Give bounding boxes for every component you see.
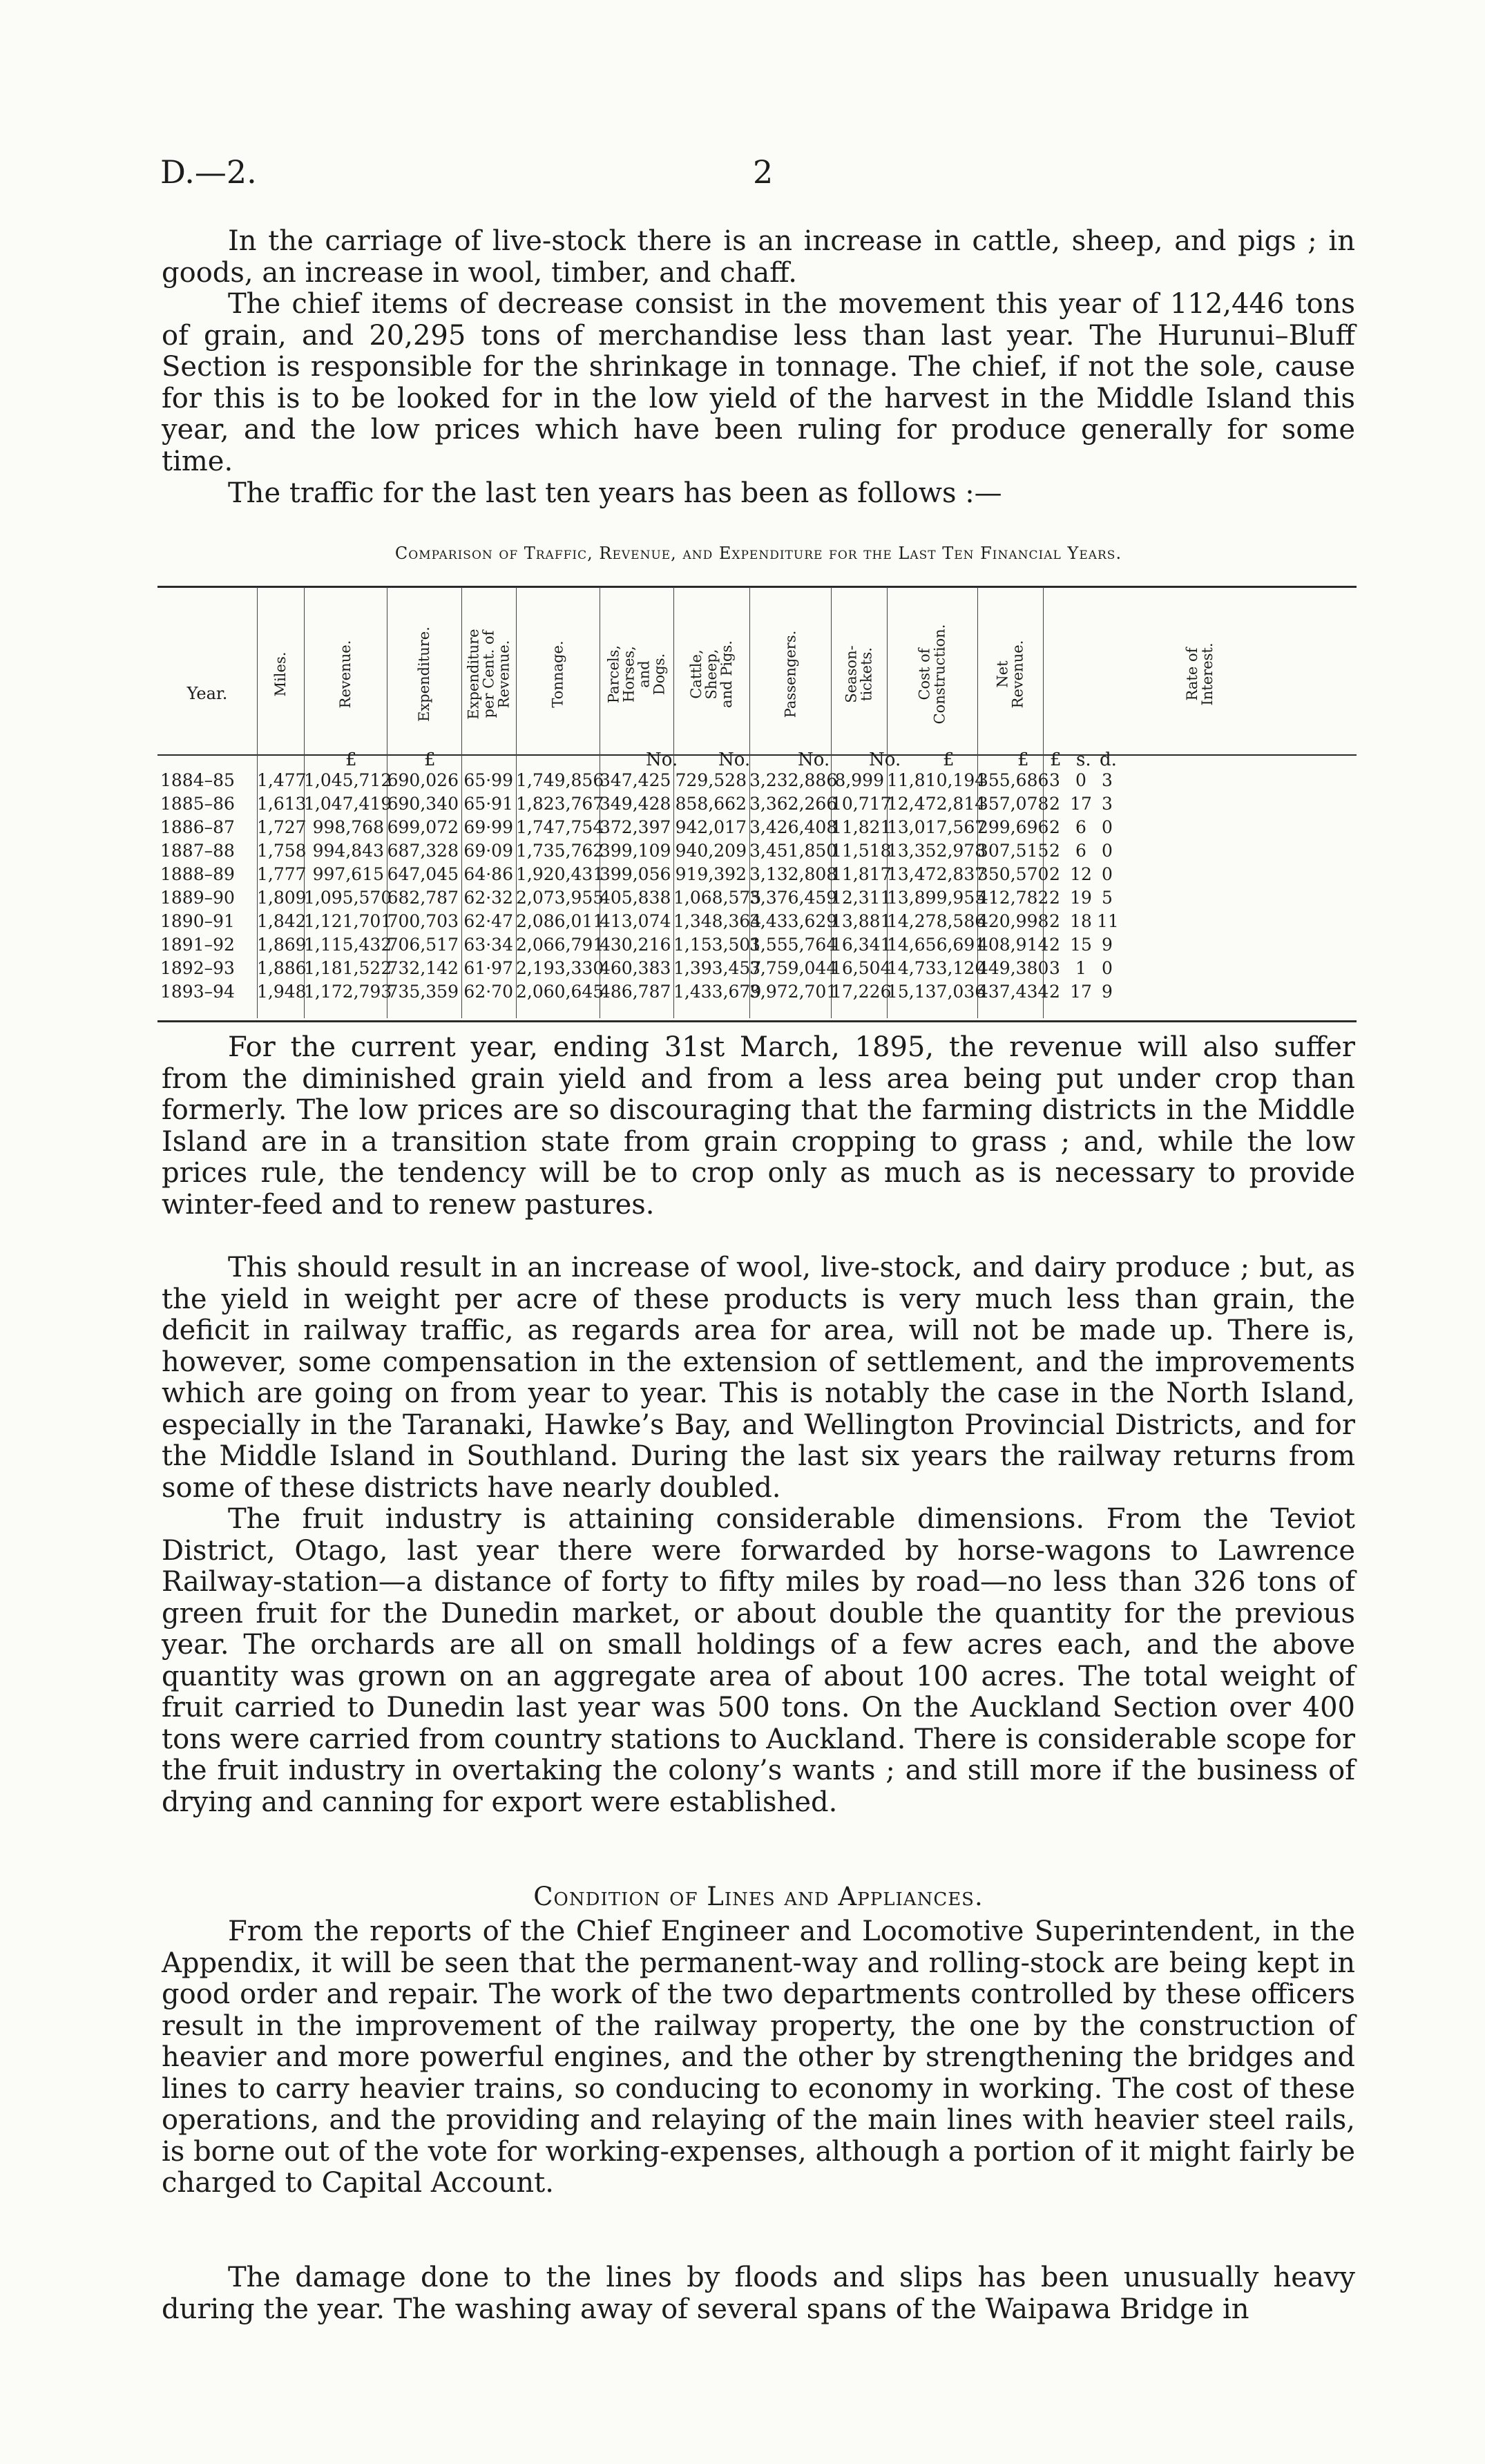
table-cell: 11,810,194 xyxy=(887,770,986,790)
page-number: 2 xyxy=(753,153,774,191)
table-cell: 3,759,044 xyxy=(749,958,838,978)
table-cell: 700,703 xyxy=(387,911,459,931)
table-cell: 10,717 xyxy=(831,794,892,814)
table-cell: 65·91 xyxy=(463,794,513,814)
table-cell: 437,434 xyxy=(977,982,1049,1002)
table-cell: 1,727 xyxy=(257,817,307,837)
table-cell: 349,428 xyxy=(600,794,671,814)
table-cell: 420,998 xyxy=(977,911,1049,931)
table-cell: 1,920,431 xyxy=(516,864,604,884)
unit-label: s. xyxy=(1076,749,1091,770)
table-cell: 1,115,432 xyxy=(304,935,392,955)
table-cell: 732,142 xyxy=(387,958,459,978)
unit-label: £ xyxy=(943,749,955,770)
table-cell: 690,026 xyxy=(387,770,459,790)
column-header-label: Cattle, Sheep, and Pigs. xyxy=(688,640,735,708)
table-cell: 13,472,837 xyxy=(887,864,986,884)
cell-rate-of-interest: 2 xyxy=(1049,841,1060,861)
column-header-label: Revenue. xyxy=(337,640,354,709)
cell-rate-of-interest: 17 xyxy=(1070,982,1092,1002)
column-header xyxy=(673,595,749,753)
table-cell: 1,181,522 xyxy=(304,958,392,978)
table-cell: 413,074 xyxy=(600,911,671,931)
paragraph-wool-livestock: This should result in an increase of wool, live-stock, and dairy produce ; but, as the yield in weight per acre of these products is very much less than grain, the deficit in railway traffic, as regards area for area, will not be made up. There is, however, some compensation in the extension of settlement, and the improvements which are going on from year to year. This is notably the case in the North Island, especially in the Taranaki, Hawke’s Bay, and Wellington Provincial Districts, and for the Middle Island in Southland. During the last six years the railway returns from some of these districts have nearly doubled. xyxy=(162,1252,1355,1504)
table-cell: 1,172,793 xyxy=(304,982,392,1002)
cell-rate-of-interest: 12 xyxy=(1070,864,1092,884)
table-cell: 1,735,762 xyxy=(516,841,604,861)
table-cell: 1,348,364 xyxy=(673,911,762,931)
table-cell: 1,613 xyxy=(257,794,307,814)
table-cell: 13,352,978 xyxy=(887,841,986,861)
table-cell: 14,278,586 xyxy=(887,911,986,931)
unit-label: No. xyxy=(646,749,678,770)
table-cell: 13,017,567 xyxy=(887,817,986,837)
table-cell: 15,137,036 xyxy=(887,982,986,1002)
table-cell: 2,060,645 xyxy=(516,982,604,1002)
table-cell: 1,747,754 xyxy=(516,817,604,837)
table-cell: 735,359 xyxy=(387,982,459,1002)
cell-rate-of-interest: 9 xyxy=(1102,982,1113,1002)
column-header xyxy=(516,595,600,753)
column-header-label: Miles. xyxy=(272,651,289,697)
column-header-label: Net Revenue. xyxy=(994,640,1026,709)
cell-rate-of-interest: 1 xyxy=(1075,958,1086,978)
table-cell: 1,477 xyxy=(257,770,307,790)
section-heading: Condition of Lines and Appliances. xyxy=(533,1882,984,1911)
column-header xyxy=(749,595,831,753)
cell-rate-of-interest: 0 xyxy=(1102,958,1113,978)
document-reference: D.—2. xyxy=(160,153,257,191)
table-cell: 62·47 xyxy=(463,911,513,931)
unit-label: £ xyxy=(1017,749,1029,770)
table-cell: 706,517 xyxy=(387,935,459,955)
column-header xyxy=(600,595,673,753)
table-cell: 1,809 xyxy=(257,888,307,908)
cell-rate-of-interest: 9 xyxy=(1102,935,1113,955)
table-cell: 1,095,570 xyxy=(304,888,392,908)
table-cell: 2,086,011 xyxy=(516,911,604,931)
cell-rate-of-interest: 2 xyxy=(1049,935,1060,955)
table-cell: 858,662 xyxy=(675,794,747,814)
table-cell: 63·34 xyxy=(463,935,513,955)
cell-rate-of-interest: 2 xyxy=(1049,864,1060,884)
table-cell: 942,017 xyxy=(675,817,747,837)
table-cell: 11,821 xyxy=(831,817,892,837)
table-cell: 1,153,501 xyxy=(673,935,762,955)
cell-year: 1889–90 xyxy=(160,888,235,908)
table-cell: 65·99 xyxy=(463,770,513,790)
table-cell: 3,376,459 xyxy=(749,888,838,908)
cell-rate-of-interest: 2 xyxy=(1049,982,1060,1002)
table-cell: 16,504 xyxy=(831,958,892,978)
cell-rate-of-interest: 3 xyxy=(1102,770,1113,790)
column-header xyxy=(257,595,304,753)
table-cell: 61·97 xyxy=(463,958,513,978)
paragraph-engineer-reports: From the reports of the Chief Engineer and Locomotive Superintendent, in the Appendix, it will be seen that the permanent-way and rolling-stock are being kept in good order and repair. The work of the two departments controlled by these officers result in the improvement of the railway property, the one by the construction of heavier and more powerful engines, and the other by strengthening the bridges and lines to carry heavier trains, so conducing to economy in working. The cost of these operations, and the providing and relaying of the main lines with heavier steel rails, is borne out of the vote for working-expenses, although a portion of it might fairly be charged to Capital Account. xyxy=(162,1916,1355,2199)
table-cell: 3,362,266 xyxy=(749,794,838,814)
column-header-label: Expenditure per Cent. of Revenue. xyxy=(465,629,512,720)
cell-rate-of-interest: 5 xyxy=(1102,888,1113,908)
table-cell: 405,838 xyxy=(600,888,671,908)
table-cell: 1,842 xyxy=(257,911,307,931)
cell-rate-of-interest: 11 xyxy=(1097,911,1119,931)
unit-label: £ xyxy=(1050,749,1062,770)
cell-year: 1884–85 xyxy=(160,770,235,790)
table-cell: 64·86 xyxy=(463,864,513,884)
table-cell: 3,426,408 xyxy=(749,817,838,837)
table-cell: 647,045 xyxy=(387,864,459,884)
table-cell: 3,433,629 xyxy=(749,911,838,931)
table-cell: 12,472,814 xyxy=(887,794,986,814)
table-cell: 408,914 xyxy=(977,935,1049,955)
table-cell: 1,393,457 xyxy=(673,958,762,978)
table-cell: 1,869 xyxy=(257,935,307,955)
table-cell: 2,193,330 xyxy=(516,958,604,978)
column-header xyxy=(304,595,387,753)
table-cell: 1,823,767 xyxy=(516,794,604,814)
cell-rate-of-interest: 2 xyxy=(1049,817,1060,837)
table-cell: 62·70 xyxy=(463,982,513,1002)
table-cell: 1,777 xyxy=(257,864,307,884)
table-cell: 412,782 xyxy=(977,888,1049,908)
cell-year: 1890–91 xyxy=(160,911,235,931)
table-cell: 919,392 xyxy=(675,864,747,884)
cell-rate-of-interest: 6 xyxy=(1075,817,1086,837)
cell-rate-of-interest: 15 xyxy=(1070,935,1092,955)
cell-rate-of-interest: 2 xyxy=(1049,794,1060,814)
column-header xyxy=(887,595,977,753)
table-cell: 1,749,856 xyxy=(516,770,604,790)
table-cell: 350,570 xyxy=(977,864,1049,884)
table-cell: 682,787 xyxy=(387,888,459,908)
table-cell: 14,733,120 xyxy=(887,958,986,978)
table-cell: 3,232,886 xyxy=(749,770,838,790)
cell-rate-of-interest: 3 xyxy=(1049,958,1060,978)
table-cell: 11,518 xyxy=(831,841,892,861)
table-cell: 69·99 xyxy=(463,817,513,837)
table-bottom-rule xyxy=(157,1020,1357,1022)
table-cell: 355,686 xyxy=(977,770,1049,790)
table-cell: 486,787 xyxy=(600,982,671,1002)
table-cell: 399,109 xyxy=(600,841,671,861)
table-cell: 14,656,691 xyxy=(887,935,986,955)
table-cell: 1,886 xyxy=(257,958,307,978)
table-cell: 11,817 xyxy=(831,864,892,884)
cell-rate-of-interest: 2 xyxy=(1049,911,1060,931)
table-cell: 1,758 xyxy=(257,841,307,861)
table-cell: 1,948 xyxy=(257,982,307,1002)
table-cell: 357,078 xyxy=(977,794,1049,814)
cell-year: 1886–87 xyxy=(160,817,235,837)
table-cell: 729,528 xyxy=(675,770,747,790)
table-cell: 699,072 xyxy=(387,817,459,837)
column-header-year: Year. xyxy=(186,684,228,703)
table-cell: 16,341 xyxy=(831,935,892,955)
table-cell: 1,047,419 xyxy=(304,794,392,814)
column-header xyxy=(1043,595,1357,753)
column-header xyxy=(387,595,461,753)
table-cell: 997,615 xyxy=(312,864,384,884)
table-cell: 998,768 xyxy=(312,817,384,837)
table-cell: 8,999 xyxy=(834,770,884,790)
table-cell: 430,216 xyxy=(600,935,671,955)
cell-rate-of-interest: 0 xyxy=(1102,817,1113,837)
cell-rate-of-interest: 19 xyxy=(1070,888,1092,908)
paragraph-flood-damage: The damage done to the lines by floods and slips has been unusually heavy during the year. The washing away of several spans of the Waipawa Bridge in xyxy=(162,2262,1355,2325)
cell-year: 1892–93 xyxy=(160,958,235,978)
cell-rate-of-interest: 3 xyxy=(1049,770,1060,790)
table-cell: 13,881 xyxy=(831,911,892,931)
table-cell: 449,380 xyxy=(977,958,1049,978)
cell-rate-of-interest: 2 xyxy=(1049,888,1060,908)
cell-rate-of-interest: 0 xyxy=(1102,864,1113,884)
paragraph-decrease: The chief items of decrease consist in the movement this year of 112,446 tons of grain, and 20,295 tons of merchandise less than last year. The Hurunui–Bluff Section is responsible for the shrinkage in tonnage. The chief, if not the sole, cause for this is to be looked for in the low yield of the harvest in the Middle Island this year, and the low prices which have been ruling for produce generally for some time. xyxy=(162,288,1355,477)
table-cell: 940,209 xyxy=(675,841,747,861)
cell-rate-of-interest: 17 xyxy=(1070,794,1092,814)
column-header-label: Rate of Interest. xyxy=(1184,642,1216,706)
table-cell: 69·09 xyxy=(463,841,513,861)
unit-label: No. xyxy=(869,749,901,770)
table-cell: 13,899,955 xyxy=(887,888,986,908)
table-top-rule xyxy=(157,586,1357,588)
column-header-label: Cost of Construction. xyxy=(916,624,948,725)
table-cell: 17,226 xyxy=(831,982,892,1002)
table-caption: Comparison of Traffic, Revenue, and Expenditure for the Last Ten Financial Years. xyxy=(394,544,1122,563)
column-header-label: Passengers. xyxy=(782,630,799,718)
table-cell: 2,073,955 xyxy=(516,888,604,908)
table-cell: 399,056 xyxy=(600,864,671,884)
column-header-label: Parcels, Horses, and Dogs. xyxy=(605,644,668,704)
column-header-label: Tonnage. xyxy=(549,640,566,708)
table-cell: 307,515 xyxy=(977,841,1049,861)
table-cell: 994,843 xyxy=(312,841,384,861)
table-cell: 460,383 xyxy=(600,958,671,978)
column-header xyxy=(831,595,887,753)
table-cell: 1,121,701 xyxy=(304,911,392,931)
cell-rate-of-interest: 0 xyxy=(1102,841,1113,861)
cell-rate-of-interest: 6 xyxy=(1075,841,1086,861)
table-cell: 372,397 xyxy=(600,817,671,837)
cell-rate-of-interest: 0 xyxy=(1075,770,1086,790)
unit-label: No. xyxy=(718,749,751,770)
table-cell: 347,425 xyxy=(600,770,671,790)
table-cell: 687,328 xyxy=(387,841,459,861)
table-header-rule xyxy=(157,754,1357,756)
table-cell: 3,451,850 xyxy=(749,841,838,861)
table-cell: 299,696 xyxy=(977,817,1049,837)
paragraph-fruit-industry: The fruit industry is attaining considerable dimensions. From the Teviot District, Otago, last year there were forwarded by horse-wagons to Lawrence Railway-station—a distance of forty to fifty miles by road—no less than 326 tons of green fruit for the Dunedin market, or about double the quantity for the previous year. The orchards are all on small holdings of a few acres each, and the above quantity was grown on an aggregate area of about 100 acres. The total weight of fruit carried to Dunedin last year was 500 tons. On the Auckland Section over 400 tons were carried from country stations to Auckland. There is considerable scope for the fruit industry in overtaking the colony’s wants ; and still more if the business of drying and canning for export were established. xyxy=(162,1503,1355,1818)
table-cell: 3,555,764 xyxy=(749,935,838,955)
cell-year: 1891–92 xyxy=(160,935,235,955)
table-cell: 62·32 xyxy=(463,888,513,908)
unit-label: No. xyxy=(798,749,830,770)
unit-label: d. xyxy=(1100,749,1117,770)
table-cell: 12,311 xyxy=(831,888,892,908)
column-header xyxy=(977,595,1043,753)
cell-rate-of-interest: 18 xyxy=(1070,911,1092,931)
unit-label: £ xyxy=(424,749,436,770)
table-cell: 1,045,712 xyxy=(304,770,392,790)
paragraph-current-year: For the current year, ending 31st March, 1895, the revenue will also suffer from the diminished grain yield and from a less area being put under crop than formerly. The low prices are so discouraging that the farming districts in the Middle Island are in a transition state from grain cropping to grass ; and, while the low prices rule, the tendency will be to crop only as much as is necessary to provide winter-feed and to renew pastures. xyxy=(162,1031,1355,1221)
column-header-label: Expenditure. xyxy=(416,627,432,722)
table-cell: 2,066,791 xyxy=(516,935,604,955)
cell-rate-of-interest: 3 xyxy=(1102,794,1113,814)
table-cell: 3,132,808 xyxy=(749,864,838,884)
column-header-label: Season- tickets. xyxy=(843,645,875,703)
paragraph-traffic-intro: The traffic for the last ten years has been as follows :— xyxy=(228,477,1002,509)
unit-label: £ xyxy=(345,749,357,770)
table-cell: 3,972,701 xyxy=(749,982,838,1002)
cell-year: 1885–86 xyxy=(160,794,235,814)
cell-year: 1888–89 xyxy=(160,864,235,884)
cell-year: 1887–88 xyxy=(160,841,235,861)
paragraph-livestock: In the carriage of live-stock there is an increase in cattle, sheep, and pigs ; in goods, an increase in wool, timber, and chaff. xyxy=(162,225,1355,289)
table-cell: 1,433,679 xyxy=(673,982,762,1002)
cell-year: 1893–94 xyxy=(160,982,235,1002)
table-cell: 690,340 xyxy=(387,794,459,814)
table-cell: 1,068,575 xyxy=(673,888,762,908)
column-header xyxy=(461,595,516,753)
